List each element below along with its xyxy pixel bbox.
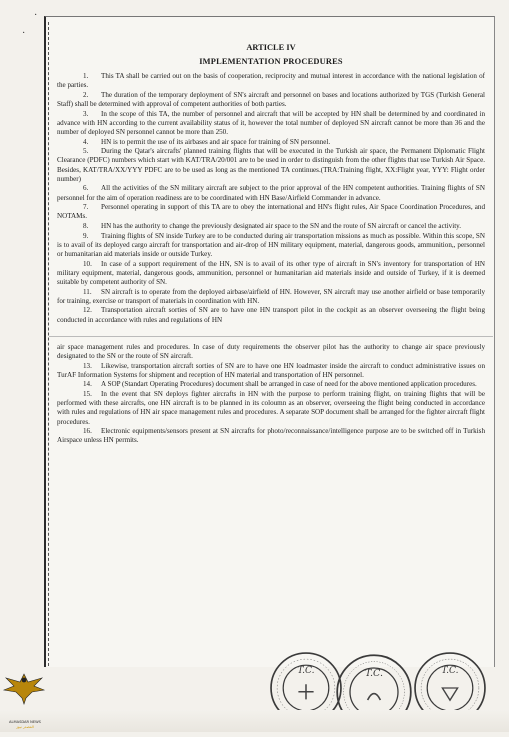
watermark-line2: المصدر نيوز: [16, 724, 34, 729]
paragraph-number: 9.: [83, 231, 89, 240]
paragraph-number: 3.: [83, 109, 89, 118]
paragraph: [57, 72, 485, 90]
paragraph: [57, 147, 485, 184]
paragraph: [57, 222, 485, 231]
paragraph-text: Personnel operating in support of this TA are to obey the international and HN's flight rules, Air Space Coordination Procedures, and NOTAMs.: [57, 203, 485, 221]
paragraph-number: 6.: [83, 184, 89, 193]
paragraph-text: SN aircraft is to operate from the deployed airbase/airfield of HN. However, SN aircraft may use another airfield or base temporarily for training, exercise or transport of materials in coordination with HN.: [57, 287, 485, 305]
paragraph-text: This TA shall be carried out on the basis of cooperation, reciprocity and mutual interest in accordance with the national legislation of the parties.: [57, 72, 485, 90]
article-title: ARTICLE IV: [246, 43, 296, 52]
scan-mark: ·: [22, 28, 26, 39]
paragraph: [57, 380, 485, 389]
section-title: IMPLEMENTATION PROCEDURES: [199, 57, 343, 66]
paragraph-number: 4.: [83, 137, 89, 146]
watermark-eagle-icon: [0, 668, 48, 708]
paragraph-number: 16.: [83, 427, 92, 436]
paragraph: [57, 260, 485, 288]
paragraph-number: 14.: [83, 380, 92, 389]
paragraph: [57, 91, 485, 109]
seal-label: T.C.: [364, 668, 384, 679]
page-divider: [49, 326, 493, 337]
paragraph: [57, 390, 485, 427]
paragraph-text: Training flights of SN inside Turkey are to be conducted during air transportation missions as much as possible. Within this scope, SN is to avail of its deployed cargo aircraft for transportation and air-drop of HN military equipment, material, dangerous goods, ammunition,, personnel or humanitarian aid materials inside or outside Turkey.: [57, 231, 485, 258]
paragraph-number: 7.: [83, 203, 89, 212]
paragraph-text: Transportation aircraft sorties of SN are to have one HN transport pilot in the cockpit as an observer overseeing the flight being conducted in accordance with rules and regulations of HN: [57, 306, 485, 324]
paragraph: [57, 362, 485, 380]
paragraph-list-continued: [57, 362, 485, 446]
paragraph-text: Likewise, transportation aircraft sorties of SN are to have one HN loadmaster inside the aircraft to conduct administrative issues on TurAF Information Systems for shipment and reception of HN material and transportation of HN personnel.: [57, 361, 485, 379]
paragraph-number: 1.: [83, 72, 89, 80]
paragraph-text: The duration of the temporary deployment of SN's aircraft and personnel on bases and locations authorized by TGS (Turkish General Staff) shall be determined with approval of competent authorities of both parties.: [57, 90, 485, 108]
paragraph-number: 2.: [83, 90, 89, 99]
paragraph: [57, 288, 485, 306]
document-body: [57, 42, 485, 446]
paragraph-text: A SOP (Standart Operating Procedures) document shall be arranged in case of need for the above mentioned application procedures.: [101, 380, 477, 389]
paragraph-number: 11.: [83, 287, 92, 296]
paragraph-number: 5.: [83, 147, 89, 156]
paragraph-text: HN has the authority to change the previously designated air space to the SN and the route of SN aircraft or cancel the activity.: [101, 221, 462, 230]
paragraph: [57, 184, 485, 202]
watermark-line1: ALMASDAR NEWS: [9, 720, 41, 725]
watermark-label: [2, 720, 48, 729]
paragraph: [57, 138, 485, 147]
paragraph-text: In case of a support requirement of the HN, SN is to avail of its other type of aircraft in SN's inventory for transportation of HN military equipment, material, dangerous goods, ammunition, personnel or humanitarian aid materials inside and outside of Turkey, if it is deemed suitable by competent authority of SN.: [57, 259, 485, 286]
scan-mark: ·: [34, 10, 38, 21]
paragraph: [57, 110, 485, 138]
paragraph-text: All the activities of the SN military aircraft are subject to the prior approval of the HN competent authorities. Training flights of SN personnel for the aim of operation readiness are to be coordinated with HN Base/Airfield Commander in advance.: [57, 184, 485, 202]
site-watermark: [0, 668, 48, 732]
paragraph-number: 10.: [83, 259, 92, 268]
paragraph: [57, 203, 485, 221]
paragraph: [57, 427, 485, 445]
seal-label: T.C.: [441, 665, 459, 676]
paragraph: [57, 306, 485, 324]
paragraph-number: 15.: [83, 389, 92, 398]
paragraph-text: HN is to permit the use of its airbases and air space for training of SN personnel.: [101, 137, 331, 146]
paragraph-number: 13.: [83, 361, 92, 370]
seal-label: T.C.: [297, 665, 315, 676]
paragraph-text: During the Qatar's aircrafts' planned training flights that will be executed in the Turkish air space, the Permanent Diplomatic Flight Clearance (PDFC) numbers which start with KAT/TRA/20/001 are to be used in order to distinguish from the other flights that use Turkish Air Space. Besides, KAT/TRA/XX/YYY PDFC are to be used as long as the mentioned TA continues.(TRA:Training flight, XX:Flight year, YYY: Flight order number): [57, 147, 485, 183]
paragraph-number: 8.: [83, 221, 89, 230]
paragraph-text: In the event that SN deploys fighter aircrafts in HN with the purpose to perform training flight, on training flights that will be performed with these aircrafts, one HN aircraft is to be planned in its coloumn as an observer, overseeing the flight being conducted in accordance with rules and regulations of HN air space management rules and procedures. A separate SOP document shall be arranged for the fighter aircraft flight procedures.: [57, 389, 485, 426]
paragraph-text: Electronic equipments/sensors present at SN aircrafts for photo/reconnaissance/intelligence purpose are to be switched off in Turkish Airspace unless HN permits.: [57, 427, 485, 445]
scan-bottom-edge: [0, 710, 509, 732]
paragraph-list: [57, 72, 485, 325]
paragraph-text: In the scope of this TA, the number of personnel and aircraft that will be accepted by HN shall be determined by and coordinated in advance with HN according to the current availability status of it, however the total number of deployed SN aircraft cannot be more than 36 and the number of deployed SN personnel cannot be more than 250.: [57, 109, 485, 136]
continuation-text: air space management rules and procedures. In case of duty requirements the observer pilot has the authority to change air space previously designated to the SN or the route of SN aircraft.: [57, 342, 485, 360]
paragraph-number: 12.: [83, 306, 92, 315]
paragraph: [57, 232, 485, 260]
